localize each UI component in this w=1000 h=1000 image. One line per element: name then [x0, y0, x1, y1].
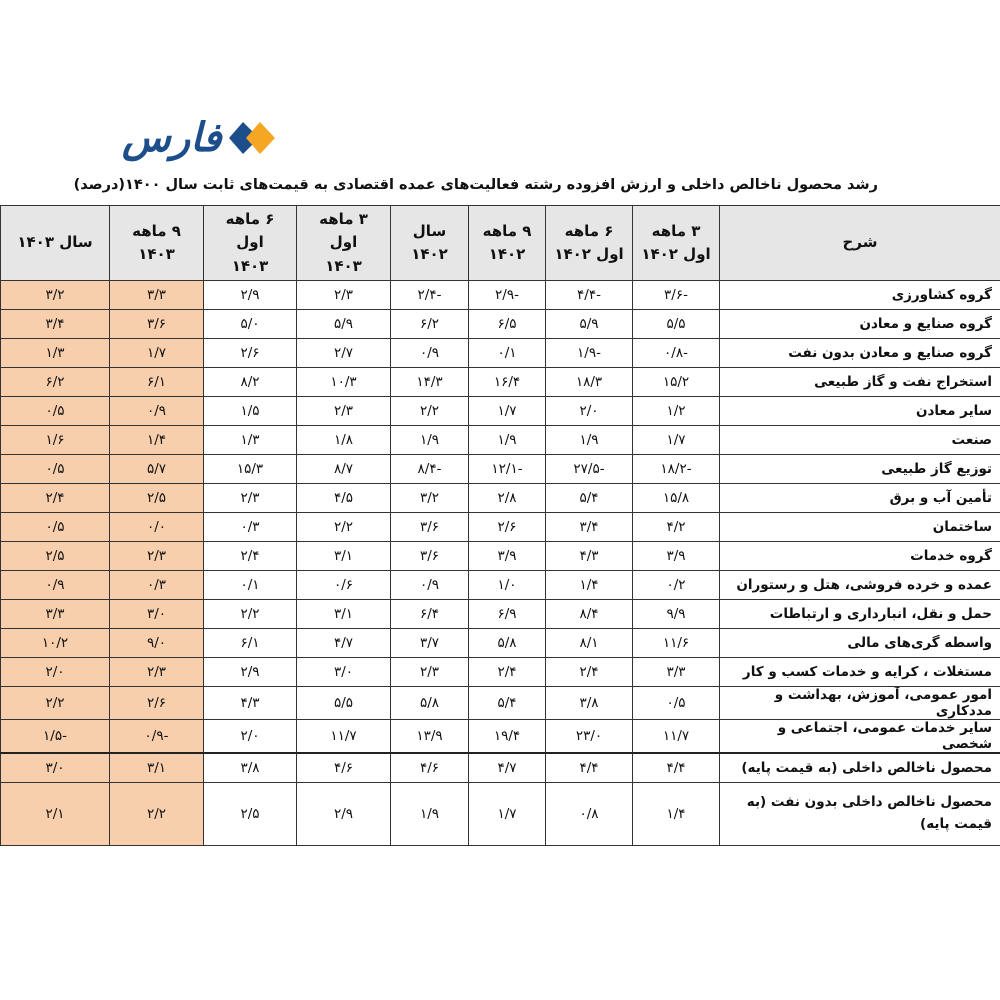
- table-cell: ۲/۶: [469, 513, 546, 542]
- table-row: [1, 484, 1000, 513]
- table-cell: ۴/۶: [297, 753, 391, 783]
- table-cell: ۶/۲: [1, 368, 110, 397]
- table-cell: ۴/۲: [633, 513, 720, 542]
- row-label: واسطه گری‌های مالی: [720, 629, 1000, 658]
- table-cell: ۵/۹: [546, 310, 633, 339]
- table-cell: ۴/۷: [297, 629, 391, 658]
- table-cell: ۳/۹: [469, 542, 546, 571]
- table-cell: ۲/۳: [204, 484, 297, 513]
- table-cell: ۱/۳: [204, 426, 297, 455]
- table-cell: ۵/۸: [469, 629, 546, 658]
- table-cell: ۳/۶: [391, 542, 469, 571]
- table-cell: ۰/۹: [1, 571, 110, 600]
- table-cell: ۱۹/۴: [469, 720, 546, 754]
- column-header: ۹ ماهه ۱۴۰۳: [110, 206, 204, 281]
- table-row: [1, 658, 1000, 687]
- table-row: [1, 310, 1000, 339]
- table-cell: ۳/۸: [546, 687, 633, 720]
- table-cell: ۰/۱: [204, 571, 297, 600]
- gdp-growth-table: [0, 205, 1000, 846]
- column-header: ۳ ماهه اول ۱۴۰۲: [633, 206, 720, 281]
- column-header: سال ۱۴۰۲: [391, 206, 469, 281]
- table-cell: ۳/۱: [297, 600, 391, 629]
- row-label: محصول ناخالص داخلی (به قیمت پایه): [720, 753, 1000, 783]
- row-label: عمده و خرده فروشی، هتل و رستوران: [720, 571, 1000, 600]
- table-cell: ۲/۵: [110, 484, 204, 513]
- table-cell: ۲/۱: [1, 783, 110, 846]
- table-cell: ۲/۵: [1, 542, 110, 571]
- table-cell: ۵/۵: [297, 687, 391, 720]
- table-cell: ۲/۰: [1, 658, 110, 687]
- table-row: [1, 426, 1000, 455]
- table-cell: ۳/۴: [1, 310, 110, 339]
- table-cell: ۵/۷: [110, 455, 204, 484]
- table-cell: ۰/۸: [546, 783, 633, 846]
- table-cell: ۴/۶: [391, 753, 469, 783]
- table-cell: ۳/۶: [391, 513, 469, 542]
- table-cell: ۴/۳: [204, 687, 297, 720]
- table-cell: ۱۰/۳: [297, 368, 391, 397]
- table-title: رشد محصول ناخالص داخلی و ارزش افزوده رشته فعالیت‌های عمده اقتصادی به قیمت‌های ثابت سال ۱۴۰۰(درصد): [73, 177, 878, 193]
- column-header: سال ۱۴۰۳: [1, 206, 110, 281]
- column-header: ۳ ماهه اول ۱۴۰۳: [297, 206, 391, 281]
- table-cell: ۲/۲: [110, 783, 204, 846]
- table-cell: ۳/۴: [546, 513, 633, 542]
- table-cell: ۱۰/۲: [1, 629, 110, 658]
- row-label: سایر معادن: [720, 397, 1000, 426]
- table-cell: ۲/۲: [391, 397, 469, 426]
- table-cell: ۰/۶: [297, 571, 391, 600]
- table-cell: -۲۷/۵: [546, 455, 633, 484]
- table-cell: ۰/۳: [204, 513, 297, 542]
- table-cell: ۱۵/۳: [204, 455, 297, 484]
- row-label: توزیع گاز طبیعی: [720, 455, 1000, 484]
- table-cell: ۵/۵: [633, 310, 720, 339]
- table-cell: ۱/۰: [469, 571, 546, 600]
- table-cell: ۲/۸: [469, 484, 546, 513]
- table-cell: ۲/۴: [469, 658, 546, 687]
- table-cell: -۰/۹: [110, 720, 204, 754]
- table-cell: ۱/۶: [1, 426, 110, 455]
- table-cell: ۱/۹: [546, 426, 633, 455]
- table-cell: ۱/۹: [391, 426, 469, 455]
- table-cell: ۰/۹: [391, 339, 469, 368]
- table-row: [1, 368, 1000, 397]
- fars-logo: [122, 114, 275, 161]
- row-label: امور عمومی، آموزش، بهداشت و مددکاری: [720, 687, 1000, 720]
- table-cell: -۱/۹: [546, 339, 633, 368]
- table-cell: ۱۱/۷: [633, 720, 720, 754]
- table-row: [1, 600, 1000, 629]
- table-row: [1, 455, 1000, 484]
- table-cell: ۶/۲: [391, 310, 469, 339]
- table-row: [1, 281, 1000, 310]
- table-cell: ۵/۴: [469, 687, 546, 720]
- table-cell: ۸/۴: [546, 600, 633, 629]
- table-cell: ۱۱/۶: [633, 629, 720, 658]
- table-cell: ۱/۴: [633, 783, 720, 846]
- table-cell: ۲/۶: [204, 339, 297, 368]
- row-label: حمل و نقل، انبارداری و ارتباطات: [720, 600, 1000, 629]
- table-cell: ۱/۸: [297, 426, 391, 455]
- table-cell: ۰/۱: [469, 339, 546, 368]
- table-row: [1, 629, 1000, 658]
- row-label: گروه صنایع و معادن: [720, 310, 1000, 339]
- table-cell: -۰/۸: [633, 339, 720, 368]
- table-cell: ۴/۳: [546, 542, 633, 571]
- table-cell: ۰/۹: [391, 571, 469, 600]
- header-row: [1, 206, 1000, 281]
- table-cell: ۱/۹: [391, 783, 469, 846]
- table-cell: ۱/۷: [633, 426, 720, 455]
- table-cell: ۳/۰: [297, 658, 391, 687]
- logo-diamond-icon: [229, 118, 275, 158]
- table-cell: ۵/۰: [204, 310, 297, 339]
- table-cell: ۲/۵: [204, 783, 297, 846]
- table-cell: ۱۵/۸: [633, 484, 720, 513]
- table-cell: ۱/۹: [469, 426, 546, 455]
- table-cell: ۱/۵: [204, 397, 297, 426]
- table-cell: ۴/۵: [297, 484, 391, 513]
- table-cell: ۲/۳: [110, 542, 204, 571]
- table-cell: ۳/۶: [110, 310, 204, 339]
- table-cell: ۶/۱: [110, 368, 204, 397]
- table-cell: ۰/۵: [1, 397, 110, 426]
- table-cell: ۰/۵: [1, 513, 110, 542]
- table-cell: ۳/۱: [110, 753, 204, 783]
- table-cell: -۲/۹: [469, 281, 546, 310]
- table-cell: ۰/۹: [110, 397, 204, 426]
- table-cell: ۲/۳: [297, 397, 391, 426]
- table-cell: ۲/۶: [110, 687, 204, 720]
- row-label: صنعت: [720, 426, 1000, 455]
- column-header: ۹ ماهه ۱۴۰۲: [469, 206, 546, 281]
- table-cell: ۳/۰: [1, 753, 110, 783]
- table-cell: ۳/۹: [633, 542, 720, 571]
- row-label: محصول ناخالص داخلی بدون نفت (به قیمت پایه): [720, 783, 1000, 846]
- row-label: استخراج نفت و گاز طبیعی: [720, 368, 1000, 397]
- table-cell: ۶/۱: [204, 629, 297, 658]
- table-cell: ۵/۹: [297, 310, 391, 339]
- table-row: [1, 571, 1000, 600]
- row-label: گروه خدمات: [720, 542, 1000, 571]
- table-cell: ۱/۴: [110, 426, 204, 455]
- table-cell: ۵/۴: [546, 484, 633, 513]
- table-cell: ۱/۲: [633, 397, 720, 426]
- table-cell: -۲/۴: [391, 281, 469, 310]
- table-cell: ۱۸/۳: [546, 368, 633, 397]
- table-cell: ۱۱/۷: [297, 720, 391, 754]
- row-label: مستغلات ، کرایه و خدمات کسب و کار: [720, 658, 1000, 687]
- table-cell: ۰/۵: [1, 455, 110, 484]
- table-cell: ۹/۹: [633, 600, 720, 629]
- table-cell: ۲/۲: [297, 513, 391, 542]
- table-cell: ۲/۳: [391, 658, 469, 687]
- table-cell: ۱۳/۹: [391, 720, 469, 754]
- table-cell: ۲/۳: [297, 281, 391, 310]
- table-cell: ۲/۹: [204, 281, 297, 310]
- table-row: [1, 783, 1000, 846]
- table-cell: ۶/۵: [469, 310, 546, 339]
- table-cell: ۳/۳: [633, 658, 720, 687]
- table-cell: ۶/۹: [469, 600, 546, 629]
- table-cell: -۱۸/۲: [633, 455, 720, 484]
- table-row: [1, 339, 1000, 368]
- table-row: [1, 753, 1000, 783]
- table-cell: ۱/۳: [1, 339, 110, 368]
- table-cell: ۰/۲: [633, 571, 720, 600]
- column-header: شرح: [720, 206, 1000, 281]
- table-cell: ۳/۳: [1, 600, 110, 629]
- table-cell: ۶/۴: [391, 600, 469, 629]
- table-cell: -۴/۴: [546, 281, 633, 310]
- table-cell: -۱۲/۱: [469, 455, 546, 484]
- table-cell: ۱۶/۴: [469, 368, 546, 397]
- table-cell: ۳/۲: [1, 281, 110, 310]
- row-label: ساختمان: [720, 513, 1000, 542]
- table-cell: -۳/۶: [633, 281, 720, 310]
- table-cell: ۱/۴: [546, 571, 633, 600]
- table-cell: ۴/۷: [469, 753, 546, 783]
- table-cell: ۲/۴: [204, 542, 297, 571]
- table-cell: ۲/۹: [204, 658, 297, 687]
- table-cell: ۳/۰: [110, 600, 204, 629]
- table-cell: ۲/۴: [546, 658, 633, 687]
- table-cell: ۲/۳: [110, 658, 204, 687]
- table-cell: ۸/۷: [297, 455, 391, 484]
- table-cell: ۸/۲: [204, 368, 297, 397]
- table-cell: ۱/۷: [469, 397, 546, 426]
- table-row: [1, 542, 1000, 571]
- table-cell: ۲/۲: [204, 600, 297, 629]
- table-cell: ۴/۴: [546, 753, 633, 783]
- table-cell: ۲/۰: [204, 720, 297, 754]
- table-cell: ۹/۰: [110, 629, 204, 658]
- table-row: [1, 687, 1000, 720]
- table-cell: ۵/۸: [391, 687, 469, 720]
- table-cell: ۸/۱: [546, 629, 633, 658]
- table-cell: ۳/۳: [110, 281, 204, 310]
- column-header: ۶ ماهه اول ۱۴۰۳: [204, 206, 297, 281]
- row-label: گروه صنایع و معادن بدون نفت: [720, 339, 1000, 368]
- table-row: [1, 720, 1000, 754]
- table-cell: ۲/۴: [1, 484, 110, 513]
- table-cell: ۱۵/۲: [633, 368, 720, 397]
- table-cell: ۰/۵: [633, 687, 720, 720]
- table-cell: ۳/۱: [297, 542, 391, 571]
- table-cell: ۲۳/۰: [546, 720, 633, 754]
- column-header: ۶ ماهه اول ۱۴۰۲: [546, 206, 633, 281]
- table-row: [1, 513, 1000, 542]
- table-cell: ۰/۳: [110, 571, 204, 600]
- table-cell: ۰/۰: [110, 513, 204, 542]
- table-cell: ۲/۷: [297, 339, 391, 368]
- table-cell: -۱/۵: [1, 720, 110, 754]
- table-cell: ۴/۴: [633, 753, 720, 783]
- table-row: [1, 397, 1000, 426]
- row-label: سایر خدمات عمومی، اجتماعی و شخصی: [720, 720, 1000, 754]
- table-cell: ۳/۸: [204, 753, 297, 783]
- table-cell: ۱/۷: [110, 339, 204, 368]
- table-cell: ۲/۹: [297, 783, 391, 846]
- table-cell: ۳/۲: [391, 484, 469, 513]
- row-label: گروه کشاورزی: [720, 281, 1000, 310]
- table-cell: ۲/۰: [546, 397, 633, 426]
- table-cell: ۱/۷: [469, 783, 546, 846]
- table-cell: ۳/۷: [391, 629, 469, 658]
- logo-wordmark: فارس: [122, 114, 222, 161]
- table-body: [1, 281, 1000, 846]
- table-cell: ۲/۲: [1, 687, 110, 720]
- table-cell: ۱۴/۳: [391, 368, 469, 397]
- row-label: تأمین آب و برق: [720, 484, 1000, 513]
- table-cell: -۸/۴: [391, 455, 469, 484]
